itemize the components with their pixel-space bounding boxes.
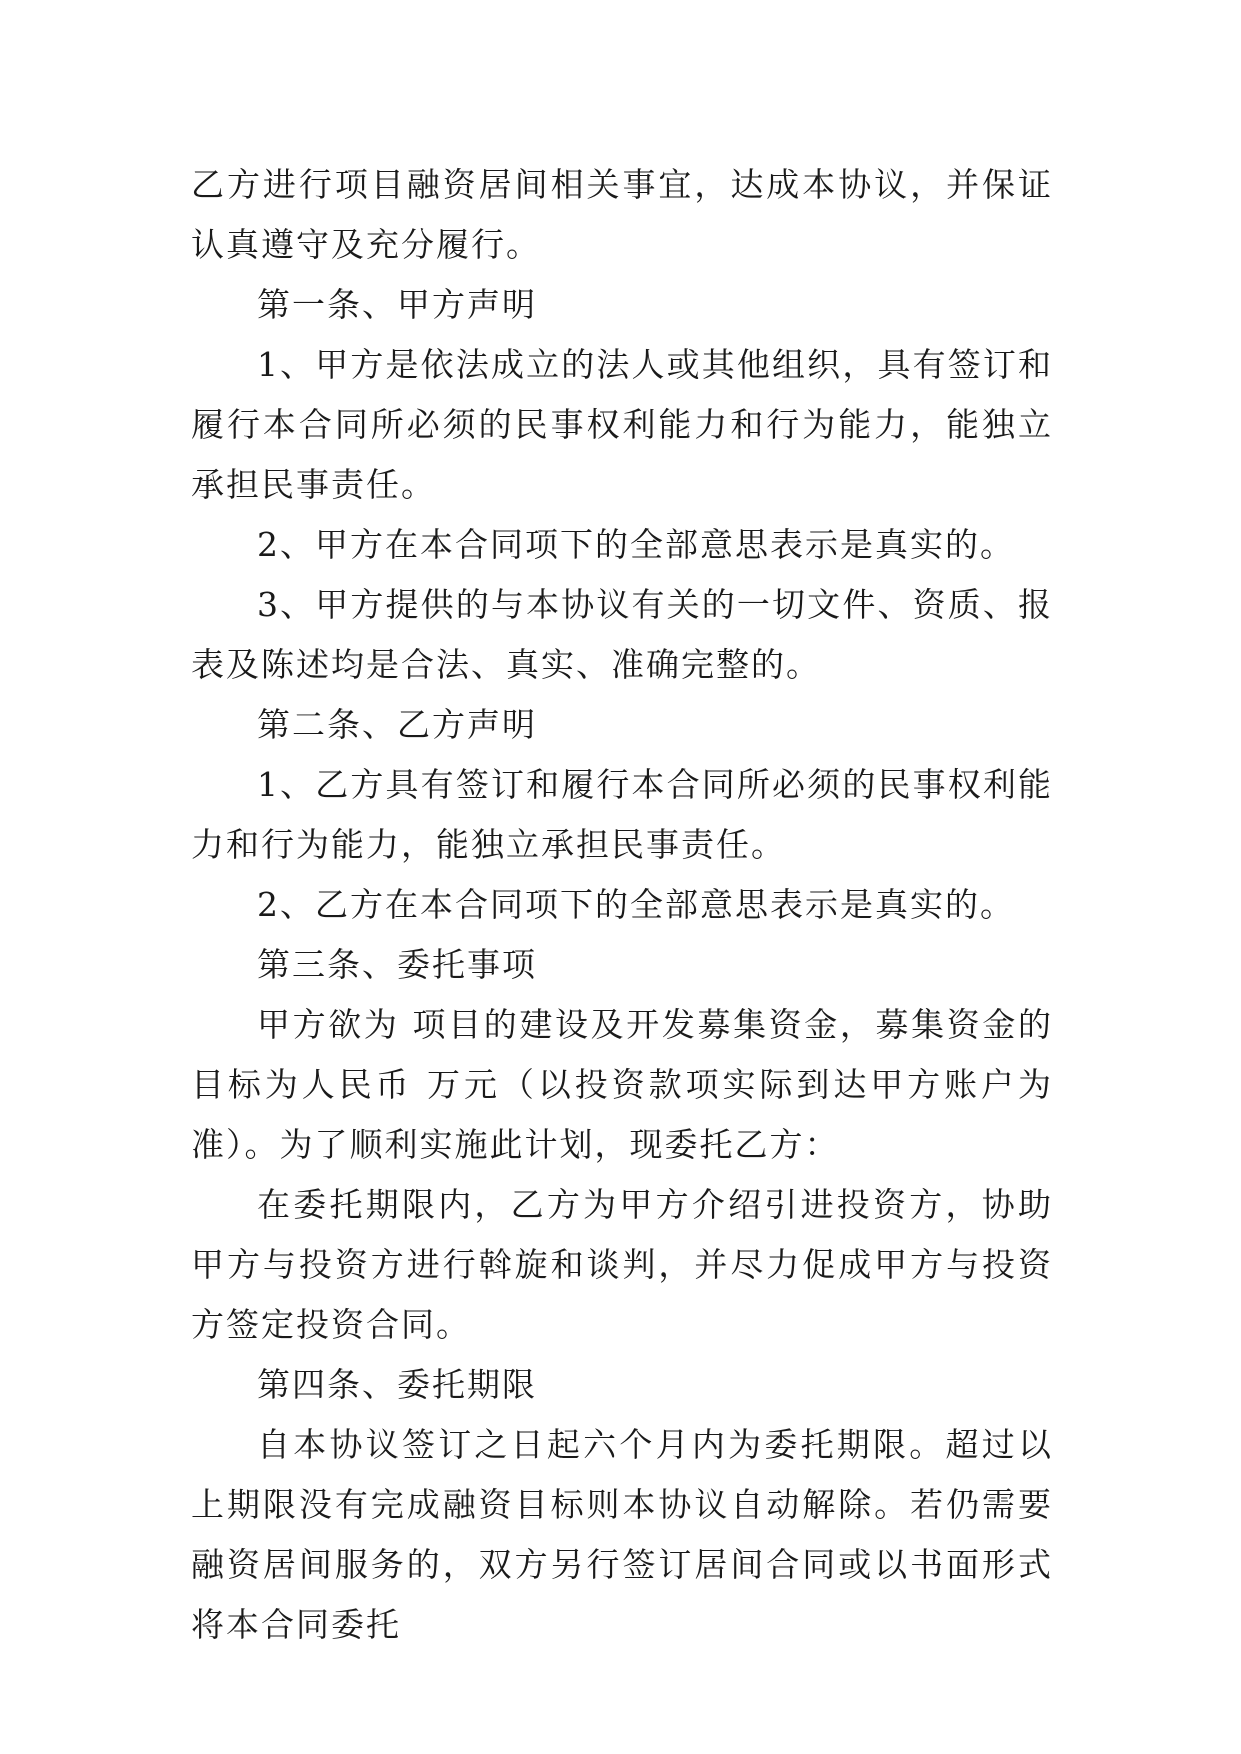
paragraph-article-1-item-2: 2、甲方在本合同项下的全部意思表示是真实的。: [257, 525, 1015, 564]
paragraph-article-3-purpose: 甲方欲为 项目的建设及开发募集资金，募集资金的目标为人民币 万元（以投资款项实际到达甲方账户为准）。为了顺利实施此计划，现委托乙方：: [191, 1005, 1053, 1164]
heading-article-1: 第一条、甲方声明: [257, 285, 537, 324]
paragraph-article-2-item-1: 1、乙方具有签订和履行本合同所必须的民事权利能力和行为能力，能独立承担民事责任。: [191, 765, 1053, 864]
paragraph-article-1-item-3: 3、甲方提供的与本协议有关的一切文件、资质、报表及陈述均是合法、真实、准确完整的。: [191, 585, 1053, 684]
paragraph-article-3-duties: 在委托期限内，乙方为甲方介绍引进投资方，协助甲方与投资方进行斡旋和谈判，并尽力促成甲方与投资方签定投资合同。: [191, 1185, 1053, 1344]
paragraph-article-1-item-1: 1、甲方是依法成立的法人或其他组织，具有签订和履行本合同所必须的民事权利能力和行为能力，能独立承担民事责任。: [191, 345, 1053, 504]
heading-article-4: 第四条、委托期限: [257, 1365, 537, 1404]
paragraph-article-4-term: 自本协议签订之日起六个月内为委托期限。超过以上期限没有完成融资目标则本协议自动解除。若仍需要融资居间服务的，双方另行签订居间合同或以书面形式将本合同委托: [191, 1425, 1053, 1644]
heading-article-2: 第二条、乙方声明: [257, 705, 537, 744]
paragraph-article-2-item-2: 2、乙方在本合同项下的全部意思表示是真实的。: [257, 885, 1015, 924]
heading-article-3: 第三条、委托事项: [257, 945, 537, 984]
document-body: [191, 155, 1053, 1655]
paragraph-continuation: 乙方进行项目融资居间相关事宜，达成本协议，并保证认真遵守及充分履行。: [191, 165, 1053, 264]
